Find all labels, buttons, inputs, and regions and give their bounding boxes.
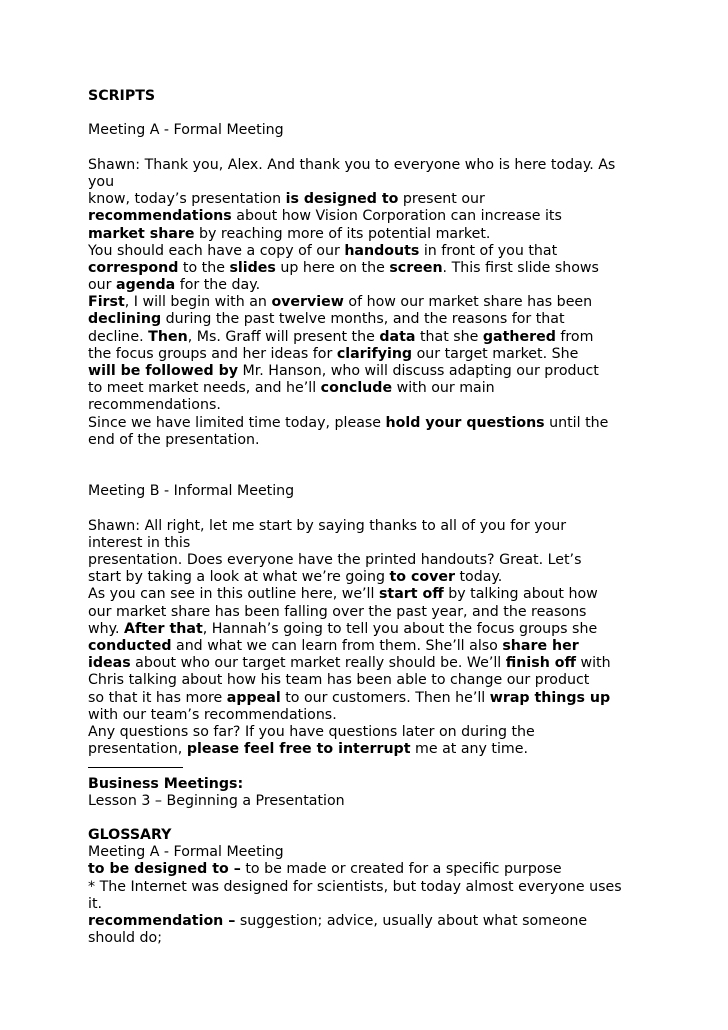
bold-term: to cover [389,569,455,586]
text-line [88,260,728,277]
bold-term: appeal [226,689,281,706]
text-run: for the day. [175,277,261,294]
text-line [88,518,728,535]
text-run: recommendations. [88,397,221,414]
text-line [88,535,728,552]
text-run: with [575,655,611,672]
paragraph-gap [88,105,728,122]
text-line [88,277,728,294]
bold-term: agenda [116,277,176,294]
paragraph-gap [88,501,728,518]
text-run: suggestion; advice, usually about what someone [235,913,588,929]
text-run: interest in this [88,534,191,551]
bold-term: ideas [88,655,131,672]
text-line [88,913,728,930]
text-line [88,896,728,913]
paragraph-gap [88,449,728,466]
bold-term: is designed to [285,191,399,208]
text-run: * The Internet was designed for scientists, but today almost everyone uses [88,878,622,895]
bold-term: gathered [482,328,556,345]
text-run: up here on the [275,259,390,276]
text-run: by reaching more of its potential market. [194,225,491,242]
text-run: about how Vision Corporation can increase its [231,208,562,225]
text-line [88,758,728,775]
bold-term: GLOSSARY [88,827,172,844]
text-line [88,586,728,603]
text-run: presentation. Does everyone have the printed handouts? Great. Let’s [88,552,582,569]
text-run: Meeting A - Formal Meeting [88,122,284,139]
text-run: and what we can learn from them. She’ll also [171,638,503,654]
bold-term: Then [148,328,188,345]
text-line [88,483,728,500]
text-run: from [555,328,594,345]
text-run: Lesson 3 – Beginning a Presentation [88,792,345,809]
text-line [88,776,728,793]
text-run: should do; [88,930,162,947]
text-line [88,226,728,243]
text-line [88,191,728,208]
bold-term: start off [378,586,444,603]
bold-term: to be designed to – [88,861,241,878]
text-run: You should each have a copy of our [88,242,345,259]
text-line [88,638,728,655]
bold-term: share her [502,638,579,654]
text-run: Any questions so far? If you have questions later on during the [88,723,535,740]
bold-term: Business Meetings: [88,775,244,792]
text-run: Meeting B - Informal Meeting [88,483,295,500]
text-run: me at any time. [410,741,528,758]
text-run: Since we have limited time today, please [88,414,386,431]
text-line [88,861,728,878]
text-run: so that it has more [88,689,227,706]
text-line [88,707,728,724]
text-run: our market share has been falling over the past year, and the reasons [88,603,587,620]
bold-term: data [379,328,416,345]
text-run: until the [544,414,609,431]
text-run: during the past twelve months, and the reasons for that [161,311,565,328]
text-run: our [88,277,117,294]
bold-term: recommendation – [88,913,236,929]
bold-term: overview [271,294,344,311]
text-run: start by taking a look at what we’re going [88,569,390,586]
bold-term: market share [88,225,195,242]
text-run: Chris talking about how his team has been able to change our product [88,672,590,689]
text-run: with our main [392,380,495,397]
text-line [88,122,728,139]
text-run: Shawn: All right, let me start by saying thanks to all of you for your [88,517,567,534]
text-run: why. [88,620,124,637]
text-run: with our team’s recommendations. [88,706,337,723]
text-run: today. [454,569,503,586]
text-run: know, today’s presentation [88,191,286,208]
text-line [88,879,728,896]
document-body [88,88,728,947]
bold-term: slides [229,259,276,276]
text-line [88,380,728,397]
text-line [88,415,728,432]
text-run: in front of you that [419,242,558,259]
bold-term: declining [88,311,162,328]
text-line [88,397,728,414]
bold-term: wrap things up [489,689,611,706]
bold-term: finish off [505,655,576,672]
text-run: to the [178,259,230,276]
text-line [88,363,728,380]
text-line [88,604,728,621]
text-line [88,243,728,260]
text-run: decline. [88,328,149,345]
text-line [88,724,728,741]
text-run: by talking about how [443,586,598,603]
bold-term: First [88,294,125,311]
text-line [88,930,728,947]
text-run: , I will begin with an [124,294,272,311]
bold-term: SCRIPTS [88,88,156,104]
bold-term: After that [124,620,203,637]
bold-term: handouts [344,242,420,259]
text-run: it. [88,895,103,912]
text-line [88,294,728,311]
bold-term: please feel free to interrupt [186,741,411,758]
bold-term: recommendations [88,208,232,225]
text-run: Meeting A - Formal Meeting [88,844,284,861]
text-line [88,793,728,810]
bold-term: screen [389,259,443,276]
bold-term: conducted [88,638,172,654]
text-line [88,672,728,689]
text-run: to our customers. Then he’ll [280,689,490,706]
text-line [88,569,728,586]
text-line [88,174,728,191]
text-run: , Hannah’s going to tell you about the focus groups she [202,620,598,637]
text-run: that she [415,328,483,345]
text-line [88,88,728,105]
text-run: . This first slide shows [442,259,599,276]
text-line [88,621,728,638]
text-run: end of the presentation. [88,431,260,448]
footnote-separator [88,767,183,768]
bold-term: correspond [88,259,179,276]
text-run: presentation, [88,741,187,758]
text-line [88,690,728,707]
text-line [88,346,728,363]
bold-term: conclude [320,380,393,397]
text-line [88,827,728,844]
text-run: present our [398,191,485,208]
text-run: the focus groups and her ideas for [88,345,337,362]
text-line [88,552,728,569]
text-run: to meet market needs, and he’ll [88,380,321,397]
text-line [88,432,728,449]
text-run: Mr. Hanson, who will discuss adapting our product [237,363,599,379]
bold-term: clarifying [336,345,413,362]
paragraph-gap [88,466,728,483]
text-line [88,741,728,758]
bold-term: will be followed by [88,363,238,379]
text-run: As you can see in this outline here, we’ll [88,586,379,603]
text-line [88,844,728,861]
text-line [88,208,728,225]
paragraph-gap [88,140,728,157]
text-run: you [88,173,115,190]
text-line [88,157,728,174]
text-line [88,329,728,346]
text-run: to be made or created for a specific purpose [240,861,562,878]
text-run: about who our target market really should be. We’ll [130,655,506,672]
text-run: Shawn: Thank you, Alex. And thank you to everyone who is here today. As [88,156,616,173]
text-run: our target market. She [412,345,579,362]
text-run: of how our market share has been [343,294,593,311]
text-line [88,311,728,328]
text-run: , Ms. Graff will present the [187,328,380,345]
bold-term: hold your questions [385,414,545,431]
paragraph-gap [88,810,728,827]
text-line [88,655,728,672]
